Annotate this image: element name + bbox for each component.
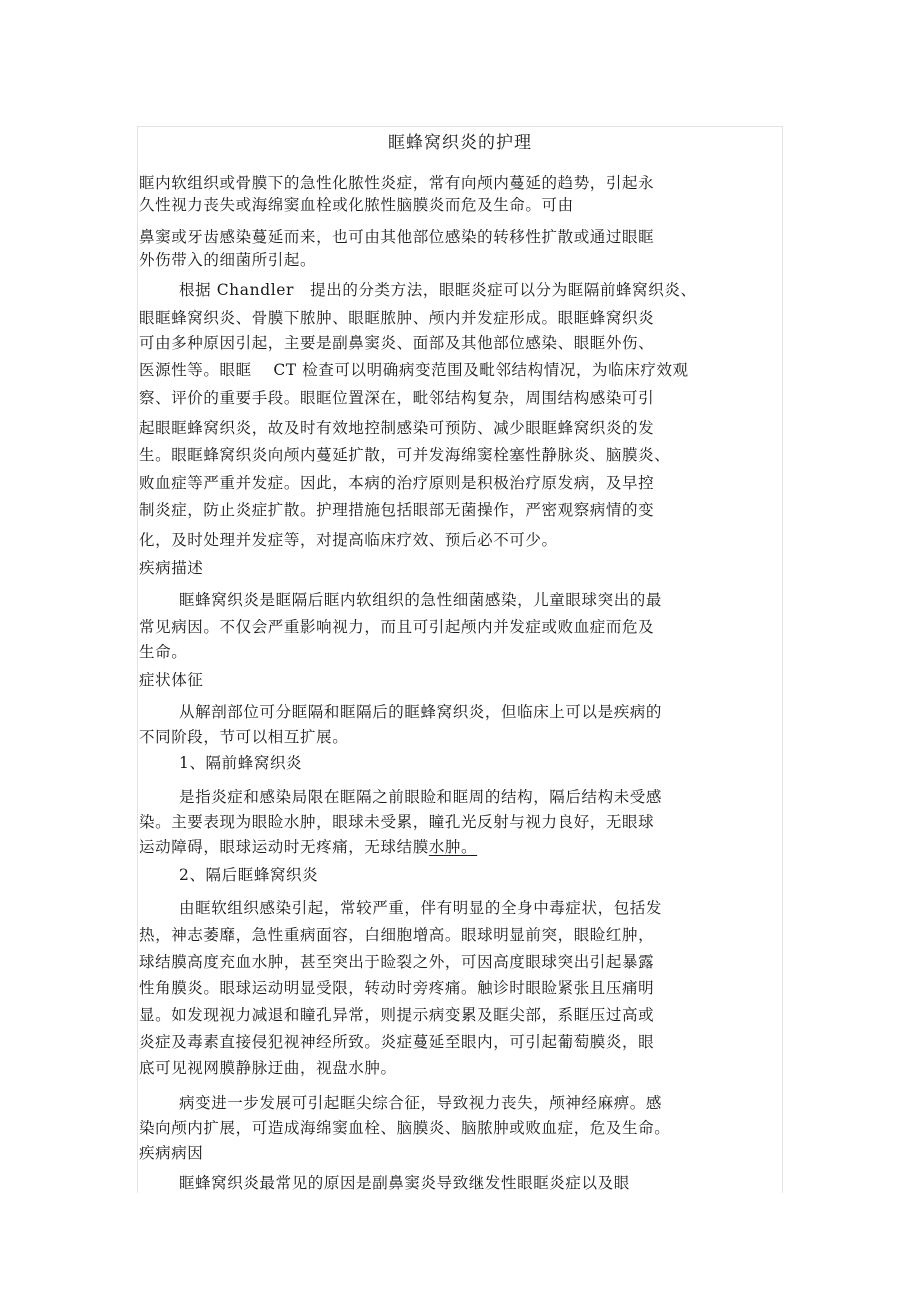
- text-line: 败血症等严重并发症。因此，本病的治疗原则是积极治疗原发病，及早控: [139, 474, 655, 492]
- text-line: 症状体征: [139, 671, 204, 689]
- text-line: 疾病病因: [139, 1144, 204, 1162]
- text-line: 鼻窦或牙齿感染蔓延而来，也可由其他部位感染的转移性扩散或通过眼眶: [139, 228, 655, 246]
- text-line: 1、隔前蜂窝织炎: [179, 754, 303, 772]
- text-line: 可由多种原因引起，主要是副鼻窦炎、面部及其他部位感染、眼眶外伤、: [139, 334, 655, 352]
- text-line: 运动障碍，眼球运动时无疼痛，无球结膜水肿。: [139, 838, 478, 856]
- text-line: 底可见视网膜静脉迂曲，视盘水肿。: [139, 1059, 397, 1077]
- text-line: 不同阶段，节可以相互扩展。: [139, 728, 349, 746]
- text-line: 炎症及毒素直接侵犯视神经所致。炎症蔓延至眼内，可引起葡萄膜炎，眼: [139, 1033, 655, 1051]
- text-line: 化，及时处理并发症等，对提高临床疗效、预后必不可少。: [139, 531, 558, 549]
- text-line: 从解剖部位可分眶隔和眶隔后的眶蜂窝织炎，但临床上可以是疾病的: [179, 703, 663, 721]
- text-line: 外伤带入的细菌所引起。: [139, 251, 317, 269]
- text-line: 染。主要表现为眼睑水肿，眼球未受累，瞳孔光反射与视力良好，无眼球: [139, 813, 655, 831]
- text-line: 根据 Chandler 提出的分类方法，眼眶炎症可以分为眶隔前蜂窝织炎、: [179, 281, 697, 299]
- text-line: 病变进一步发展可引起眶尖综合征，导致视力丧失，颅神经麻痹。感: [179, 1094, 663, 1112]
- text-line: 常见病因。不仅会严重影响视力，而且可引起颅内并发症或败血症而危及: [139, 618, 655, 636]
- text-line: 医源性等。眼眶 CT 检查可以明确病变范围及毗邻结构情况，为临床疗效观: [139, 361, 689, 379]
- text-line: 制炎症，防止炎症扩散。护理措施包括眼部无菌操作，严密观察病情的变: [139, 501, 655, 519]
- text-line: 眶内软组织或骨膜下的急性化脓性炎症，常有向颅内蔓延的趋势，引起永: [139, 174, 655, 192]
- text-line: 球结膜高度充血水肿，甚至突出于睑裂之外，可因高度眼球突出引起暴露: [139, 953, 655, 971]
- text-line: 生命。: [139, 643, 188, 661]
- text-line: 眶蜂窝织炎最常见的原因是副鼻窦炎导致继发性眼眶炎症以及眼: [179, 1174, 630, 1192]
- text-line: 2、隔后眶蜂窝织炎: [179, 866, 319, 884]
- text-line: 察、评价的重要手段。眼眶位置深在，毗邻结构复杂，周围结构感染可引: [139, 389, 655, 407]
- text-line: 显。如发现视力减退和瞳孔异常，则提示病变累及眶尖部，系眶压过高或: [139, 1006, 655, 1024]
- document-title: 眶蜂窝织炎的护理: [388, 133, 532, 153]
- text-line: 眶蜂窝织炎是眶隔后眶内软组织的急性细菌感染，儿童眼球突出的最: [179, 591, 663, 609]
- text-line: 起眼眶蜂窝织炎，故及时有效地控制感染可预防、减少眼眶蜂窝织炎的发: [139, 419, 655, 437]
- text-line: 生。眼眶蜂窝织炎向颅内蔓延扩散，可并发海绵窦栓塞性静脉炎、脑膜炎、: [139, 446, 671, 464]
- underlined-text: 水肿。: [428, 838, 478, 856]
- text-line: 性角膜炎。眼球运动明显受限，转动时旁疼痛。触诊时眼睑紧张且压痛明: [139, 979, 655, 997]
- text-line: 由眶软组织感染引起，常较严重，伴有明显的全身中毒症状，包括发: [179, 899, 663, 917]
- text-line: 热，神志萎靡，急性重病面容，白细胞增高。眼球明显前突，眼睑红肿，: [139, 926, 655, 944]
- text-line: 染向颅内扩展，可造成海绵窦血栓、脑膜炎、脑脓肿或败血症，危及生命。: [139, 1119, 671, 1137]
- text-line: 眼眶蜂窝织炎、骨膜下脓肿、眼眶脓肿、颅内并发症形成。眼眶蜂窝织炎: [139, 309, 655, 327]
- text-line: 疾病描述: [139, 559, 204, 577]
- text-line: 是指炎症和感染局限在眶隔之前眼睑和眶周的结构，隔后结构未受感: [179, 788, 663, 806]
- text-line: 久性视力丧失或海绵窦血栓或化脓性脑膜炎而危及生命。可由: [139, 196, 574, 214]
